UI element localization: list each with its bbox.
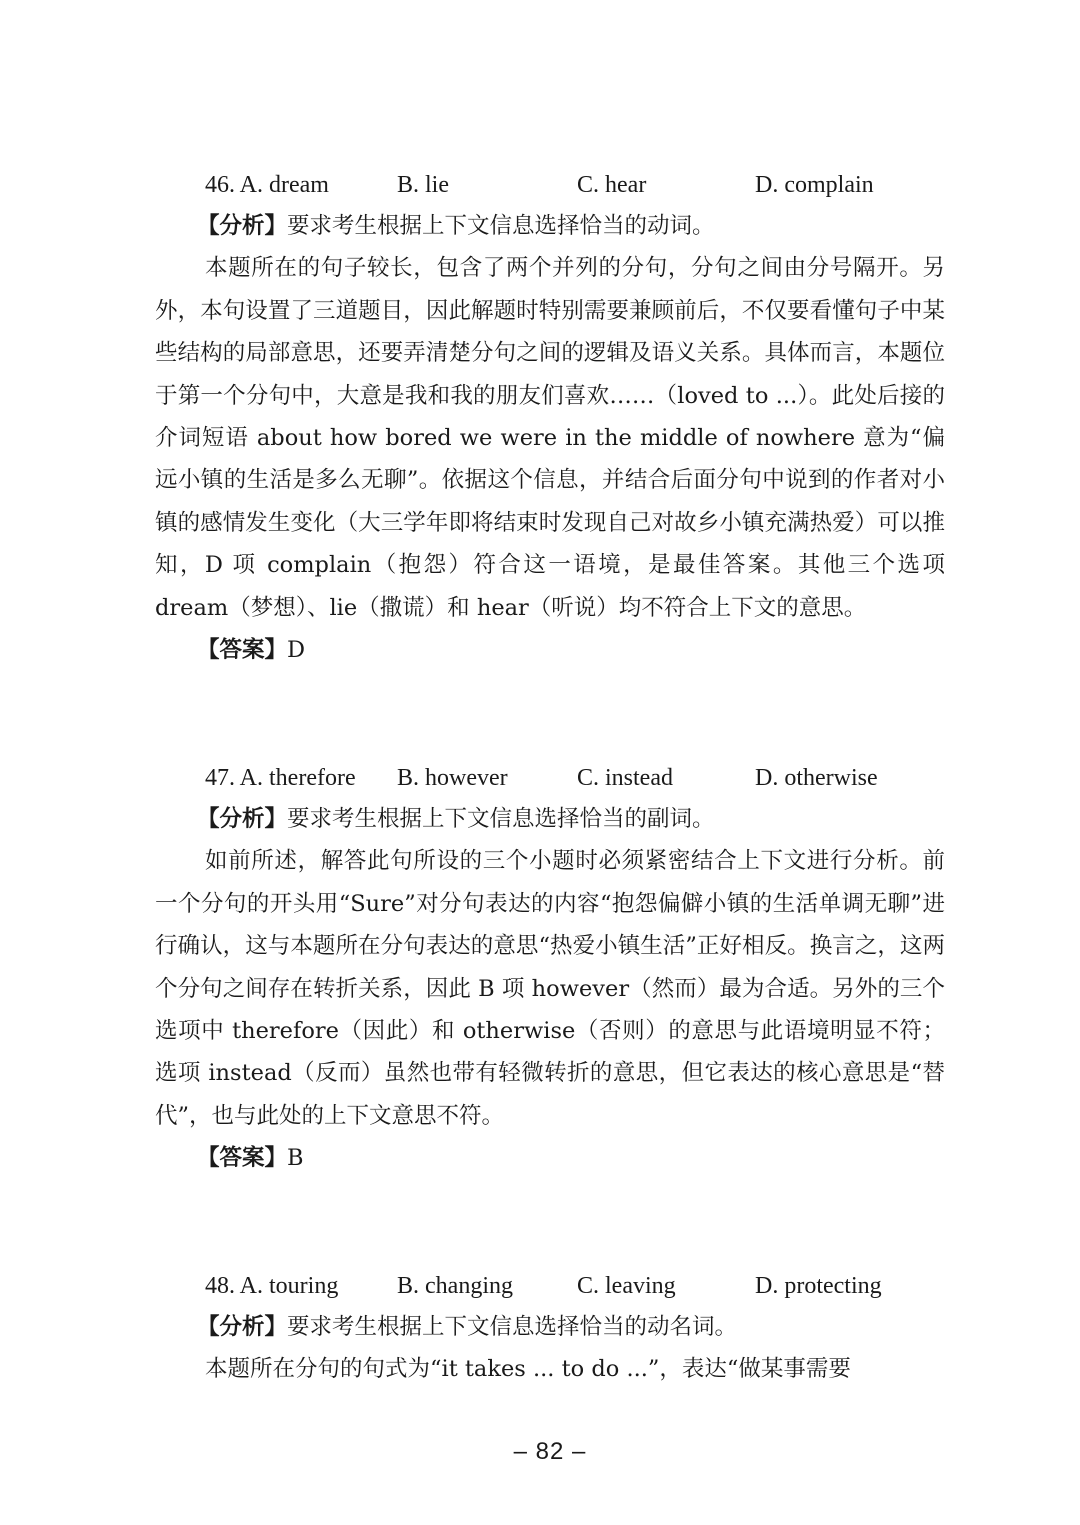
analysis-line: [155, 798, 945, 840]
analysis-body: 本题所在的句子较长，包含了两个并列的分句，分句之间由分号隔开。另外，本句设置了三道题目，因此解题时特别需要兼顾前后，不仅要看懂句子中某些结构的局部意思，还要弄清楚分句之间的逻辑及语义关系。具体而言，本题位于第一个分句中，大意是我和我的朋友们喜欢……（loved to ...）。此处后接的介词短语 about how bored we were in the middle of nowhere 意为“偏远小镇的生活是多么无聊”。依据这个信息，并结合后面分句中说到的作者对小镇的感情发生变化（大三学年即将结束时发现自己对故乡小镇充满热爱）可以推知，D 项 complain（抱怨）符合这一语境，是最佳答案。其他三个选项 dream（梦想）、lie（撒谎）和 hear（听说）均不符合上下文的意思。: [155, 255, 945, 621]
analysis-text: 要求考生根据上下文信息选择恰当的副词。: [287, 806, 715, 832]
answer-line: [155, 629, 945, 671]
option-c: C. instead: [577, 765, 673, 791]
question-47-options: [155, 758, 945, 798]
answer-value: B: [287, 1145, 304, 1172]
option-a: 48. A. touring: [205, 1273, 339, 1299]
analysis-text: 要求考生根据上下文信息选择恰当的动词。: [287, 213, 715, 239]
analysis-text: 要求考生根据上下文信息选择恰当的动名词。: [287, 1314, 738, 1340]
analysis-label: 【分析】: [197, 213, 288, 239]
analysis-label: 【分析】: [197, 1314, 288, 1340]
question-46: [155, 165, 945, 671]
question-47: [155, 758, 945, 1180]
question-48-options: [155, 1266, 945, 1306]
option-d: D. otherwise: [755, 765, 878, 791]
option-d: D. complain: [755, 172, 874, 198]
answer-label: 【答案】: [197, 637, 288, 664]
analysis-label: 【分析】: [197, 806, 288, 832]
option-b: B. changing: [397, 1273, 513, 1299]
option-a: 47. A. therefore: [205, 765, 356, 791]
analysis-body: 如前所述，解答此句所设的三个小题时必须紧密结合上下文进行分析。前一个分句的开头用“Sure”对分句表达的内容“抱怨偏僻小镇的生活单调无聊”进行确认，这与本题所在分句表达的意思“热爱小镇生活”正好相反。换言之，这两个分句之间存在转折关系，因此 B 项 however（然而）最为合适。另外的三个选项中 therefore（因此）和 otherwise（否则）的意思与此语境明显不符；选项 instead（反而）虽然也带有轻微转折的意思，但它表达的核心意思是“替代”，也与此处的上下文意思不符。: [155, 848, 945, 1129]
answer-label: 【答案】: [197, 1145, 288, 1172]
option-b: B. however: [397, 765, 508, 791]
answer-line: [155, 1137, 945, 1179]
analysis-body: 本题所在分句的句式为“it takes ... to do ...”，表达“做某事需要: [205, 1356, 851, 1383]
question-46-options: [155, 165, 945, 205]
analysis-line: [155, 205, 945, 247]
option-d: D. protecting: [755, 1273, 882, 1299]
option-c: C. leaving: [577, 1273, 676, 1299]
answer-value: D: [287, 637, 306, 664]
option-c: C. hear: [577, 172, 647, 198]
option-b: B. lie: [397, 172, 449, 198]
analysis-line: [155, 1306, 945, 1348]
page-number: – 82 –: [513, 1438, 587, 1465]
question-48: [155, 1266, 945, 1390]
option-a: 46. A. dream: [205, 172, 329, 198]
